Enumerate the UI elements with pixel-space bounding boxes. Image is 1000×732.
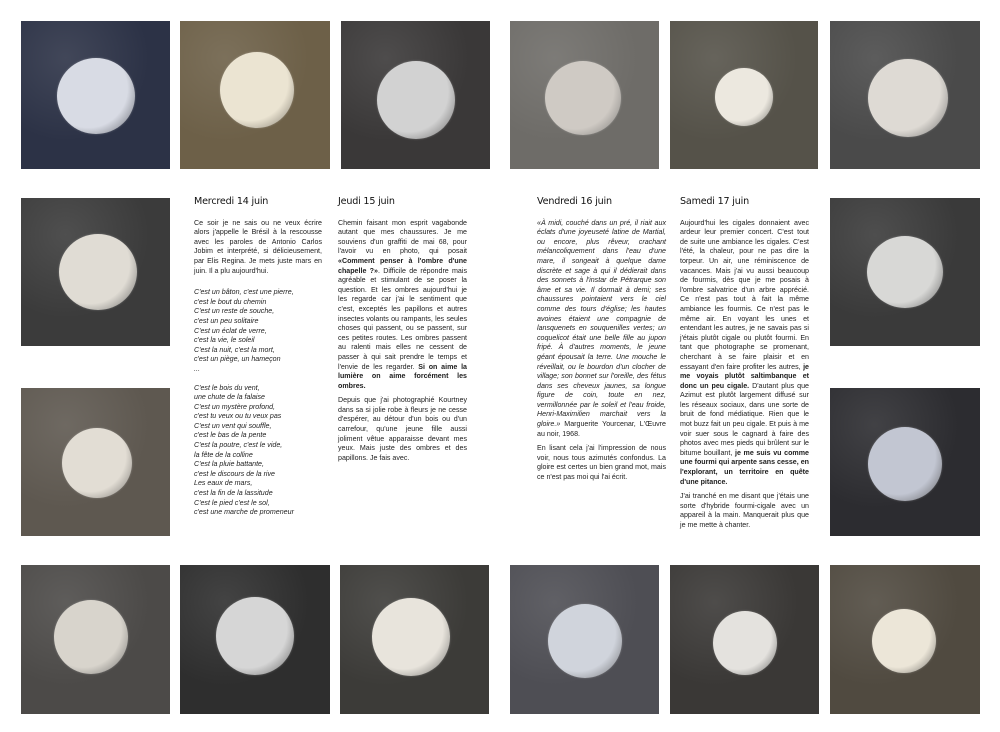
painted-dot <box>59 234 137 310</box>
text-run: Aujourd'hui les cigales donnaient avec ardeur leur premier concert. C'est tout de suite une ambiance les cigales. C'est l'été, la chaleur, pour ne pas dire la torpeur. Un air, une réminiscence de vacances. Mais j'ai vu aussi beaucoup de fourmis, dès que je me posais à l'ombre salvatrice d'un arbre apprécié. Ce n'est pas tout à fait la même ambiance les fourmis. Ce n'est pas le même air. En voyant les unes et entendant les autres, je ne savais pas si j'étais plutôt cigale ou plutôt fourmi. En tant que photographe se promenant, cherchant à se faire plaisir et en essayant d'en faire profiter les autres, <box>680 218 809 371</box>
quote-paragraph <box>537 219 666 440</box>
paragraph-2: J'ai tranché en me disant que j'étais une sorte d'hybride fourmi-cigale avec un appareil à la main. Manquerait plus que je me mette à chanter. <box>680 492 809 529</box>
column-wednesday <box>194 197 322 518</box>
painted-dot <box>545 61 621 135</box>
paragraph-2: En lisant cela j'ai l'impression de nous voir, nous tous azimutés confondus. La gloire est certes un bien grand mot, mais ce n'est pas moi qui l'ai écrit. <box>537 444 666 482</box>
photo-top-2 <box>180 21 330 169</box>
photo-bottom-1 <box>21 565 170 714</box>
painted-dot <box>57 58 135 134</box>
paragraph-1 <box>338 219 467 392</box>
painted-dot <box>867 236 943 308</box>
painted-dot <box>216 597 294 675</box>
photo-top-3 <box>341 21 490 169</box>
bold-sentence: Si on aime la lumière on aime forcément les ombres. <box>338 362 467 390</box>
photo-bottom-4 <box>510 565 659 714</box>
photo-bottom-2 <box>180 565 330 714</box>
photo-top-5 <box>670 21 818 169</box>
painted-dot <box>54 600 128 674</box>
date-heading: Mercredi 14 juin <box>194 196 269 207</box>
photo-left-1 <box>21 198 170 346</box>
literary-quote: «À midi, couché dans un pré, il riait aux éclats d'une joyeuseté latine de Martial, ou encore, plus rêveur, crachant mélancoliquement dans l'eau d'une mare, il songeait à quelque dame discrète et sage à qui il dédierait dans des sonnets à l'instar de Pétrarque son âme et sa vie. Il dormait à demi; ses chaussures pointaient vers le ciel comme des tours d'église; les hautes avoines étaient une compagnie de lansquenets en souquenilles vertes; un coquelicot était une belle fille au jupon fripé. À d'autres moments, le jeune géant épousait la terre. Une mouche le réveillait, ou le bourdon d'un clocher de village; son bonnet sur l'oreille, des fétus dans ses cheveux jaunes, sa longue figure de coin, toute en nez, vermillonnée par le soleil et l'eau froide, Henri-Maximilien marchait vers la gloire.» <box>537 218 666 429</box>
paragraph-1 <box>680 219 809 488</box>
intro-paragraph: Ce soir je ne sais ou ne veux écrire alors j'appelle le Brésil à la rescousse avec les paroles de Antonio Carlos Jobim et interprété, si délicieusement, par Elis Regina. Je mets juste mars en juin. Il a plu aujourd'hui. <box>194 218 322 275</box>
bold-sentence: je me suis vu comme une fourmi qui arpente sans cesse, en l'explorant, un territoire en quête d'une pitance. <box>680 448 809 486</box>
poem-stanza-1: C'est un bâton, c'est une pierre, c'est le bout du chemin C'est un reste de souche, c'est un peu solitaire C'est un éclat de verre, c'est la vie, le soleil C'est la nuit, c'est la mort, c'est un piège, un hameçon ... <box>194 288 294 373</box>
date-heading: Jeudi 15 juin <box>338 196 395 207</box>
photo-bottom-5 <box>670 565 819 714</box>
column-thursday <box>338 197 467 468</box>
painted-dot <box>372 598 450 676</box>
painted-dot <box>713 611 777 675</box>
painted-dot <box>548 604 622 678</box>
date-heading: Samedi 17 juin <box>680 196 749 207</box>
bold-sentence: je me voyais plutôt saltimbanque et donc un peu cigale. <box>680 362 809 390</box>
quote-source: Marguerite Yourcenar, L'Œuvre au noir, 1968. <box>537 420 666 438</box>
photo-bottom-3 <box>340 565 489 714</box>
text-run: Chemin faisant mon esprit vagabonde autant que mes chaussures. Je me souviens d'un graffiti de mai 68, pour l'avoir vu en photo, qui posait <box>338 218 467 256</box>
date-heading: Vendredi 16 juin <box>537 196 612 207</box>
painted-dot <box>868 427 942 501</box>
painted-dot <box>220 52 294 128</box>
photo-top-1 <box>21 21 170 169</box>
poem-stanza-2: C'est le bois du vent, une chute de la falaise C'est un mystère profond, c'est tu veux ou tu veux pas C'est un vent qui souffle, c'est le bas de la pente C'est la poutre, c'est le vide, la fête de la colline C'est la pluie battante, c'est le discours de la rive Les eaux de mars, c'est la fin de la lassitude C'est le pied c'est le sol, c'est une marche de promeneur <box>194 383 294 517</box>
photo-top-6 <box>830 21 980 169</box>
photo-left-2 <box>21 388 170 536</box>
painted-dot <box>377 61 455 139</box>
bold-quote: «Comment penser à l'ombre d'une chapelle ?» <box>338 256 467 275</box>
text-run: . Difficile de répondre mais agréable et stimulant de se poser la question. Et les ombres aujourd'hui je les regarde car j'ai le sentiment que c'est, exceptés les papillons et autres insectes volants ou rampants, les seules choses qui passent, ou se passent, sur ces petites routes. Les ombres passent au ralenti mais elles ne cessent de passer à qui sait prendre le temps et l'envie de les regarder. <box>338 266 468 371</box>
photo-top-4 <box>510 21 659 169</box>
paragraph-2: Depuis que j'ai photographié Kourtney dans sa si jolie robe à fleurs je ne cesse d'espérer, au détour d'un bois ou d'un carrefour, qu'une jeune fille aussi joliment vêtue apparaisse devant mes yeux. Mais juste des ombres et des papillons. Je fais avec. <box>338 396 467 462</box>
painted-dot <box>868 59 948 137</box>
painted-dot <box>715 68 773 126</box>
painted-dot <box>62 428 132 498</box>
text-run: D'autant plus que Azimut est plutôt largement diffusé sur les réseaux sociaux, dans une sorte de bruit de fond médiatique. Rien que le mot buzz fait un peu cigale. Et puis à me voir suer sous le cagnard à faire des photos avec mes pieds qui brûlent sur le bitume bouillant, <box>680 381 809 457</box>
column-saturday <box>680 197 809 536</box>
photo-bottom-6 <box>830 565 980 714</box>
photo-right-2 <box>830 388 980 536</box>
painted-dot <box>872 609 936 673</box>
photo-right-1 <box>830 198 980 346</box>
column-friday <box>537 197 666 488</box>
